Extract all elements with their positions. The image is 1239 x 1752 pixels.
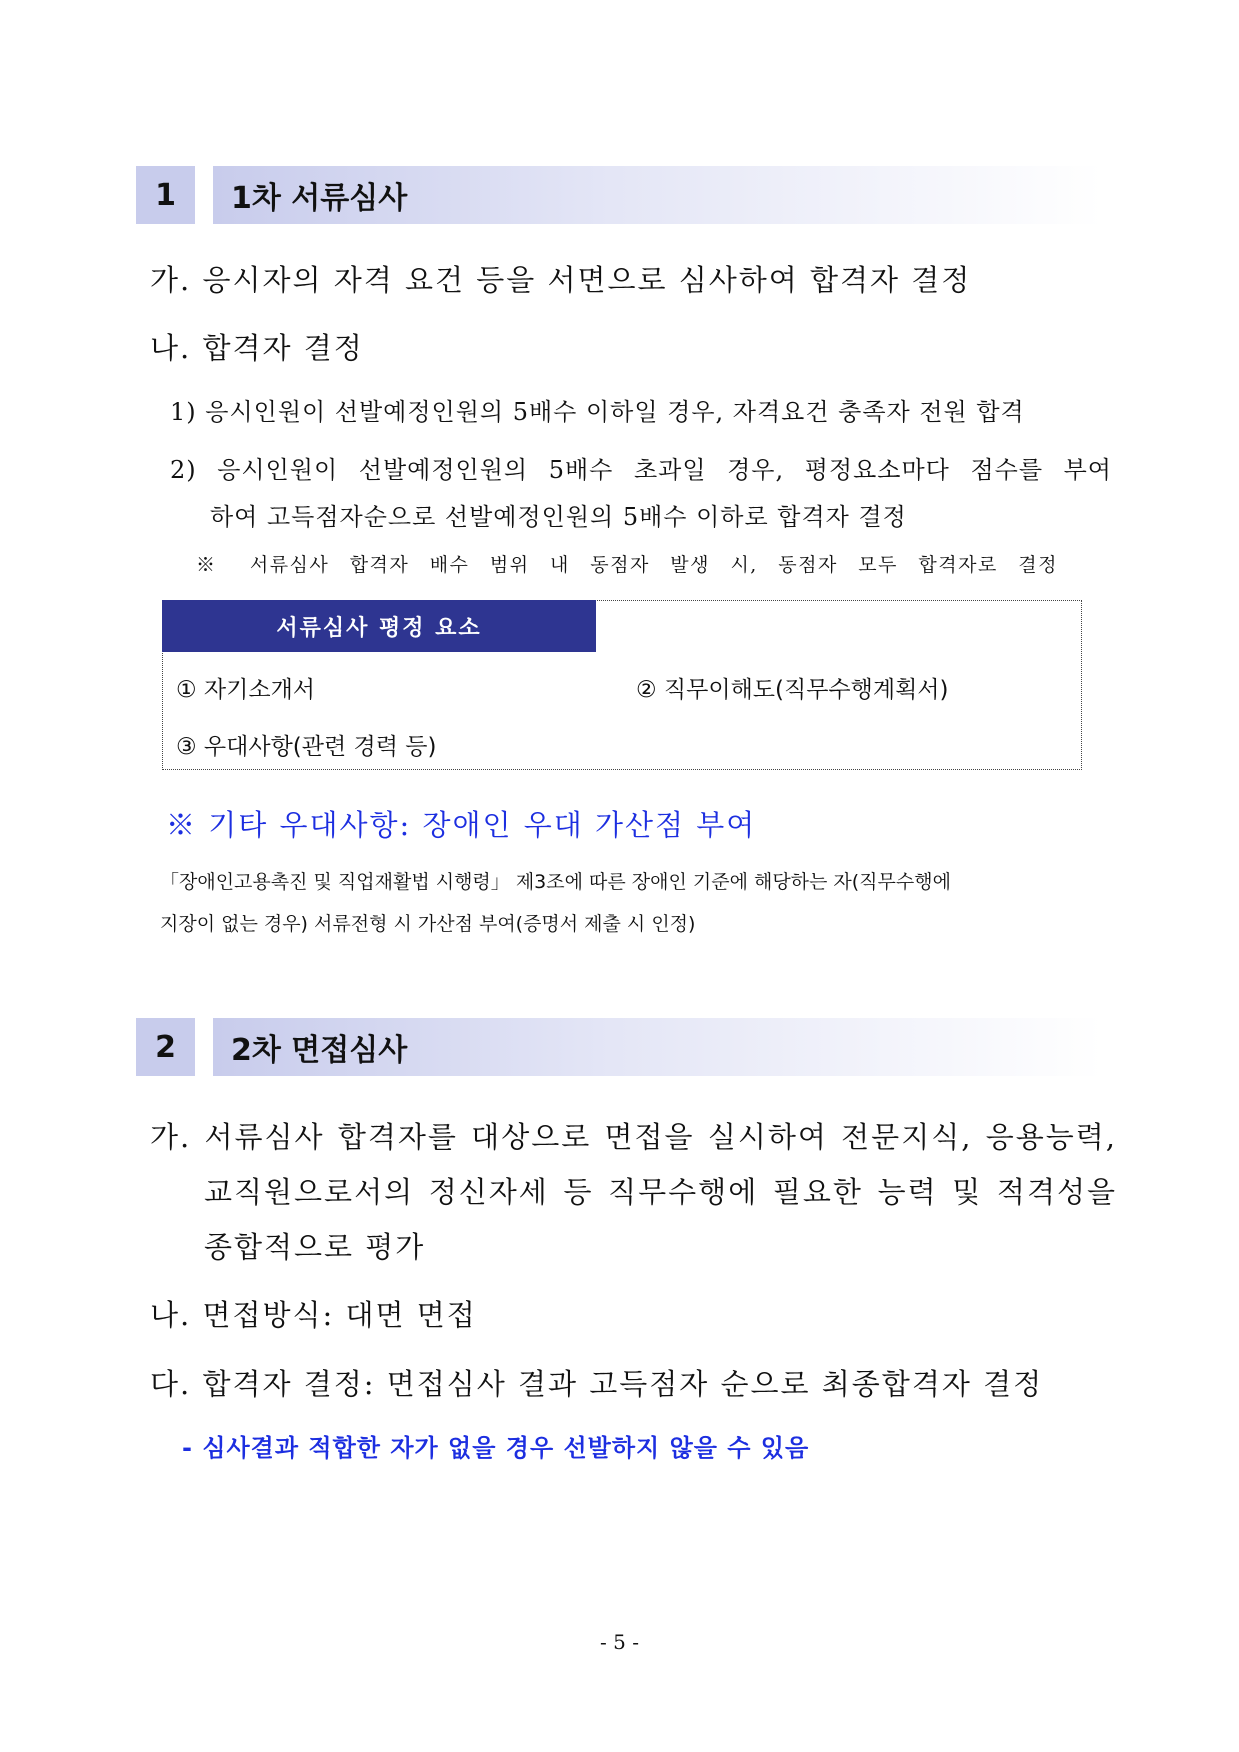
- interview-item-ga: 가. 서류심사 합격자를 대상으로 면접을 실시하여 전문지식, 응용능력,: [150, 1120, 1117, 1154]
- tie-note: ※ 서류심사 합격자 배수 범위 내 동점자 발생 시, 동점자 모두 합격자로 결정: [196, 554, 1058, 576]
- interview-item-ga-line-2: 교직원으로서의 정신자세 등 직무수행에 필요한 능력 및 적격성을: [204, 1175, 1117, 1209]
- page-number: - 5 -: [600, 1630, 639, 1654]
- sub-item-2: 2) 응시인원이 선발예정인원의 5배수 초과일 경우, 평정요소마다 점수를 부여: [170, 456, 1112, 484]
- interview-note: - 심사결과 적합한 자가 없을 경우 선발하지 않을 수 있음: [182, 1434, 810, 1462]
- sub-item-1: 1) 응시인원이 선발예정인원의 5배수 이하일 경우, 자격요건 충족자 전원 합격: [170, 398, 1025, 426]
- section-number: 1: [136, 166, 195, 224]
- table-item-job-understanding: ② 직무이해도(직무수행계획서): [636, 677, 949, 703]
- section-title: 1차 서류심사: [213, 166, 1102, 224]
- interview-item-ga-line-3: 종합적으로 평가: [204, 1230, 426, 1264]
- item-na: 나. 합격자 결정: [150, 331, 364, 365]
- section-2-header: [136, 1018, 1102, 1076]
- law-text-line-1: 「장애인고용촉진 및 직업재활법 시행령」 제3조에 따른 장애인 기준에 해당하는 자(직무수행에: [160, 871, 951, 893]
- interview-item-da: 다. 합격자 결정: 면접심사 결과 고득점자 순으로 최종합격자 결정: [150, 1367, 1044, 1401]
- table-item-preference: ③ 우대사항(관련 경력 등): [176, 734, 437, 760]
- sub-item-2-continued: 하여 고득점자순으로 선발예정인원의 5배수 이하로 합격자 결정: [210, 503, 907, 531]
- table-header: 서류심사 평정 요소: [162, 600, 596, 652]
- extra-preference-title: ※ 기타 우대사항: 장애인 우대 가산점 부여: [166, 808, 757, 842]
- item-ga: 가. 응시자의 자격 요건 등을 서면으로 심사하여 합격자 결정: [150, 263, 972, 297]
- interview-item-na: 나. 면접방식: 대면 면접: [150, 1298, 477, 1332]
- law-text-line-2: 지장이 없는 경우) 서류전형 시 가산점 부여(증명서 제출 시 인정): [160, 913, 696, 935]
- section-1-header: [136, 166, 1102, 224]
- section-title: 2차 면접심사: [213, 1018, 1102, 1076]
- table-item-self-intro: ① 자기소개서: [176, 677, 316, 703]
- section-number: 2: [136, 1018, 195, 1076]
